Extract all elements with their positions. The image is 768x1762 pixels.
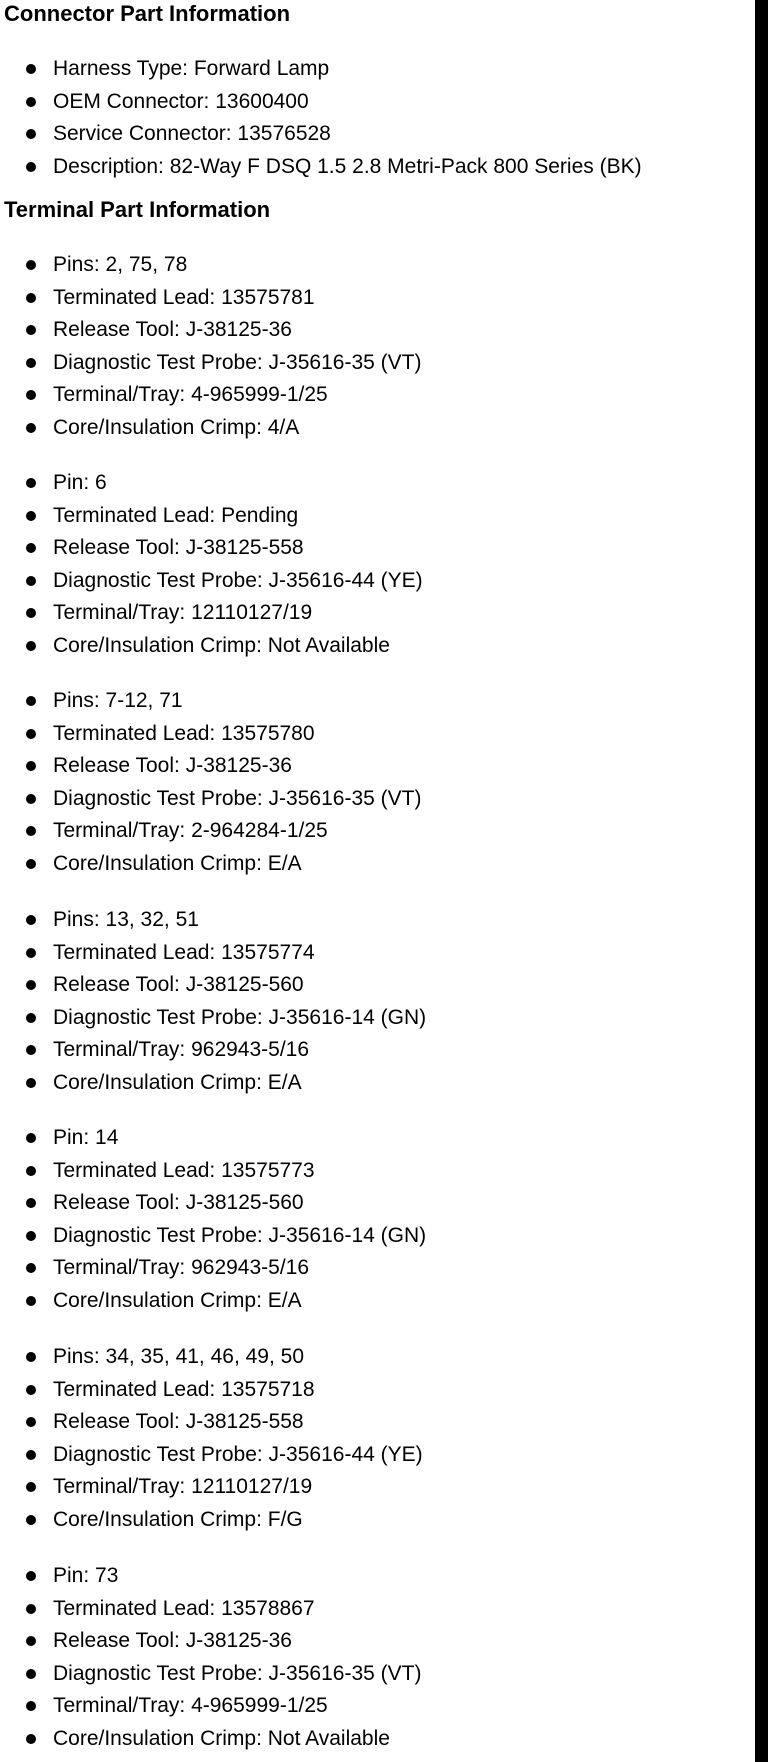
list-item bbox=[26, 1187, 426, 1220]
list-item-text: Core/Insulation Crimp: Not Available bbox=[53, 633, 390, 657]
list-item-text: Core/Insulation Crimp: Not Available bbox=[53, 1726, 390, 1750]
list-item bbox=[26, 848, 421, 881]
list-item bbox=[26, 750, 421, 783]
list-item bbox=[26, 1471, 423, 1504]
list-item bbox=[26, 1252, 426, 1285]
bullet-icon bbox=[26, 1482, 36, 1492]
list-item bbox=[26, 282, 421, 315]
bullet-icon bbox=[26, 915, 36, 925]
list-item bbox=[26, 565, 423, 598]
list-item-text: Diagnostic Test Probe: J-35616-44 (YE) bbox=[53, 568, 423, 592]
list-item-text: Release Tool: J-38125-558 bbox=[53, 536, 304, 559]
list-item bbox=[26, 1658, 421, 1691]
list-item bbox=[26, 1002, 426, 1035]
list-item-text: Release Tool: J-38125-558 bbox=[53, 1410, 304, 1433]
list-item-text: OEM Connector: 13600400 bbox=[53, 89, 309, 113]
list-item-text: Diagnostic Test Probe: J-35616-14 (GN) bbox=[53, 1223, 427, 1247]
bullet-icon bbox=[26, 1166, 36, 1176]
bullet-icon bbox=[26, 576, 36, 586]
list-item-text: Core/Insulation Crimp: E/A bbox=[53, 1070, 302, 1094]
list-item bbox=[26, 467, 423, 500]
bullet-icon bbox=[26, 1669, 36, 1679]
bullet-icon bbox=[26, 97, 36, 107]
list-item bbox=[26, 969, 426, 1002]
list-item bbox=[26, 1374, 423, 1407]
list-item bbox=[26, 500, 423, 533]
bullet-icon bbox=[26, 1198, 36, 1208]
list-item-text: Terminal/Tray: 962943-5/16 bbox=[53, 1038, 310, 1061]
bullet-icon bbox=[26, 641, 36, 651]
list-item-text: Core/Insulation Crimp: 4/A bbox=[53, 415, 300, 439]
bullet-icon bbox=[26, 980, 36, 990]
list-item-text: Release Tool: J-38125-36 bbox=[53, 754, 292, 777]
list-item bbox=[26, 86, 642, 119]
list-item-text: Terminated Lead: 13578867 bbox=[53, 1596, 315, 1620]
bullet-icon bbox=[26, 1133, 36, 1143]
list-item-text: Core/Insulation Crimp: F/G bbox=[53, 1507, 303, 1531]
list-item bbox=[26, 1723, 421, 1756]
bullet-icon bbox=[26, 162, 36, 172]
list-item-text: Release Tool: J-38125-560 bbox=[53, 973, 304, 996]
bullet-icon bbox=[26, 423, 36, 433]
list-item-text: Diagnostic Test Probe: J-35616-35 (VT) bbox=[53, 350, 422, 374]
bullet-icon bbox=[26, 1450, 36, 1460]
bullet-icon bbox=[26, 1296, 36, 1306]
list-item bbox=[26, 1341, 423, 1374]
list-item-text: Terminal/Tray: 962943-5/16 bbox=[53, 1256, 310, 1279]
list-item bbox=[26, 597, 423, 630]
list-item-text: Service Connector: 13576528 bbox=[53, 122, 331, 145]
terminal-group bbox=[26, 685, 421, 880]
bullet-icon bbox=[26, 129, 36, 139]
list-item bbox=[26, 937, 426, 970]
terminal-part-heading: Terminal Part Information bbox=[4, 197, 271, 222]
list-item-text: Terminated Lead: 13575781 bbox=[53, 285, 315, 309]
list-item-text: Pins: 2, 75, 78 bbox=[53, 253, 188, 276]
list-item bbox=[26, 151, 642, 184]
terminal-group bbox=[26, 1560, 421, 1755]
list-item bbox=[26, 1155, 426, 1188]
bullet-icon bbox=[26, 1231, 36, 1241]
bullet-icon bbox=[26, 1515, 36, 1525]
list-item-text: Release Tool: J-38125-36 bbox=[53, 1629, 292, 1652]
list-item-text: Terminal/Tray: 2-964284-1/25 bbox=[53, 819, 328, 842]
list-item-text: Harness Type: Forward Lamp bbox=[53, 57, 330, 80]
list-item bbox=[26, 1593, 421, 1626]
bullet-icon bbox=[26, 1417, 36, 1427]
list-item-text: Diagnostic Test Probe: J-35616-44 (YE) bbox=[53, 1442, 423, 1466]
terminal-group bbox=[26, 249, 421, 444]
list-item bbox=[26, 783, 421, 816]
bullet-icon bbox=[26, 325, 36, 335]
list-item-text: Terminal/Tray: 4-965999-1/25 bbox=[53, 1694, 328, 1717]
list-item bbox=[26, 718, 421, 751]
list-item bbox=[26, 347, 421, 380]
list-item bbox=[26, 1122, 426, 1155]
bullet-icon bbox=[26, 1636, 36, 1646]
list-item bbox=[26, 815, 421, 848]
terminal-group bbox=[26, 467, 423, 662]
bullet-icon bbox=[26, 761, 36, 771]
list-item bbox=[26, 314, 421, 347]
list-item bbox=[26, 1439, 423, 1472]
list-item-text: Terminal/Tray: 4-965999-1/25 bbox=[53, 383, 328, 406]
list-item bbox=[26, 532, 423, 565]
list-item-text: Terminated Lead: 13575773 bbox=[53, 1158, 315, 1182]
list-item bbox=[26, 904, 426, 937]
bullet-icon bbox=[26, 1045, 36, 1055]
bullet-icon bbox=[26, 1078, 36, 1088]
bullet-icon bbox=[26, 1013, 36, 1023]
list-item bbox=[26, 1504, 423, 1537]
bullet-icon bbox=[26, 696, 36, 706]
list-item-text: Terminal/Tray: 12110127/19 bbox=[53, 601, 313, 624]
bullet-icon bbox=[26, 1734, 36, 1744]
list-item bbox=[26, 685, 421, 718]
list-item bbox=[26, 1220, 426, 1253]
list-item-text: Core/Insulation Crimp: E/A bbox=[53, 1288, 302, 1312]
list-item-text: Pins: 34, 35, 41, 46, 49, 50 bbox=[53, 1345, 305, 1368]
terminal-group bbox=[26, 1122, 426, 1317]
connector-part-list bbox=[26, 53, 642, 183]
right-edge-bar bbox=[755, 0, 768, 1762]
bullet-icon bbox=[26, 1571, 36, 1581]
list-item bbox=[26, 1690, 421, 1723]
bullet-icon bbox=[26, 1701, 36, 1711]
list-item-text: Description: 82-Way F DSQ 1.5 2.8 Metri-Pack 800 Series (BK) bbox=[53, 154, 642, 178]
connector-part-heading: Connector Part Information bbox=[4, 1, 291, 26]
list-item bbox=[26, 1560, 421, 1593]
list-item bbox=[26, 1067, 426, 1100]
bullet-icon bbox=[26, 1263, 36, 1273]
bullet-icon bbox=[26, 511, 36, 521]
list-item bbox=[26, 1285, 426, 1318]
list-item bbox=[26, 53, 642, 86]
list-item bbox=[26, 412, 421, 445]
bullet-icon bbox=[26, 478, 36, 488]
terminal-group bbox=[26, 1341, 423, 1536]
list-item bbox=[26, 249, 421, 282]
list-item bbox=[26, 1406, 423, 1439]
bullet-icon bbox=[26, 794, 36, 804]
terminal-group bbox=[26, 904, 426, 1099]
list-item-text: Terminal/Tray: 12110127/19 bbox=[53, 1475, 313, 1498]
bullet-icon bbox=[26, 358, 36, 368]
list-item-text: Terminated Lead: 13575774 bbox=[53, 940, 315, 964]
bullet-icon bbox=[26, 390, 36, 400]
list-item-text: Terminated Lead: 13575780 bbox=[53, 721, 315, 745]
list-item bbox=[26, 630, 423, 663]
bullet-icon bbox=[26, 729, 36, 739]
list-item bbox=[26, 1625, 421, 1658]
list-item-text: Terminated Lead: 13575718 bbox=[53, 1377, 315, 1401]
list-item-text: Pin: 73 bbox=[53, 1564, 119, 1587]
list-item-text: Terminated Lead: Pending bbox=[53, 503, 299, 527]
list-item-text: Pins: 13, 32, 51 bbox=[53, 908, 199, 931]
list-item-text: Release Tool: J-38125-36 bbox=[53, 318, 292, 341]
list-item-text: Diagnostic Test Probe: J-35616-35 (VT) bbox=[53, 1661, 422, 1685]
bullet-icon bbox=[26, 260, 36, 270]
list-item-text: Pin: 6 bbox=[53, 471, 107, 494]
bullet-icon bbox=[26, 608, 36, 618]
list-item bbox=[26, 118, 642, 151]
list-item-text: Pin: 14 bbox=[53, 1126, 119, 1149]
bullet-icon bbox=[26, 859, 36, 869]
bullet-icon bbox=[26, 64, 36, 74]
bullet-icon bbox=[26, 1385, 36, 1395]
list-item-text: Release Tool: J-38125-560 bbox=[53, 1191, 304, 1214]
list-item-text: Diagnostic Test Probe: J-35616-35 (VT) bbox=[53, 786, 422, 810]
bullet-icon bbox=[26, 948, 36, 958]
bullet-icon bbox=[26, 826, 36, 836]
bullet-icon bbox=[26, 543, 36, 553]
bullet-icon bbox=[26, 1604, 36, 1614]
list-item-text: Core/Insulation Crimp: E/A bbox=[53, 851, 302, 875]
bullet-icon bbox=[26, 1352, 36, 1362]
list-item bbox=[26, 379, 421, 412]
bullet-icon bbox=[26, 293, 36, 303]
list-item-text: Pins: 7-12, 71 bbox=[53, 689, 183, 712]
list-item bbox=[26, 1034, 426, 1067]
list-item-text: Diagnostic Test Probe: J-35616-14 (GN) bbox=[53, 1005, 427, 1029]
